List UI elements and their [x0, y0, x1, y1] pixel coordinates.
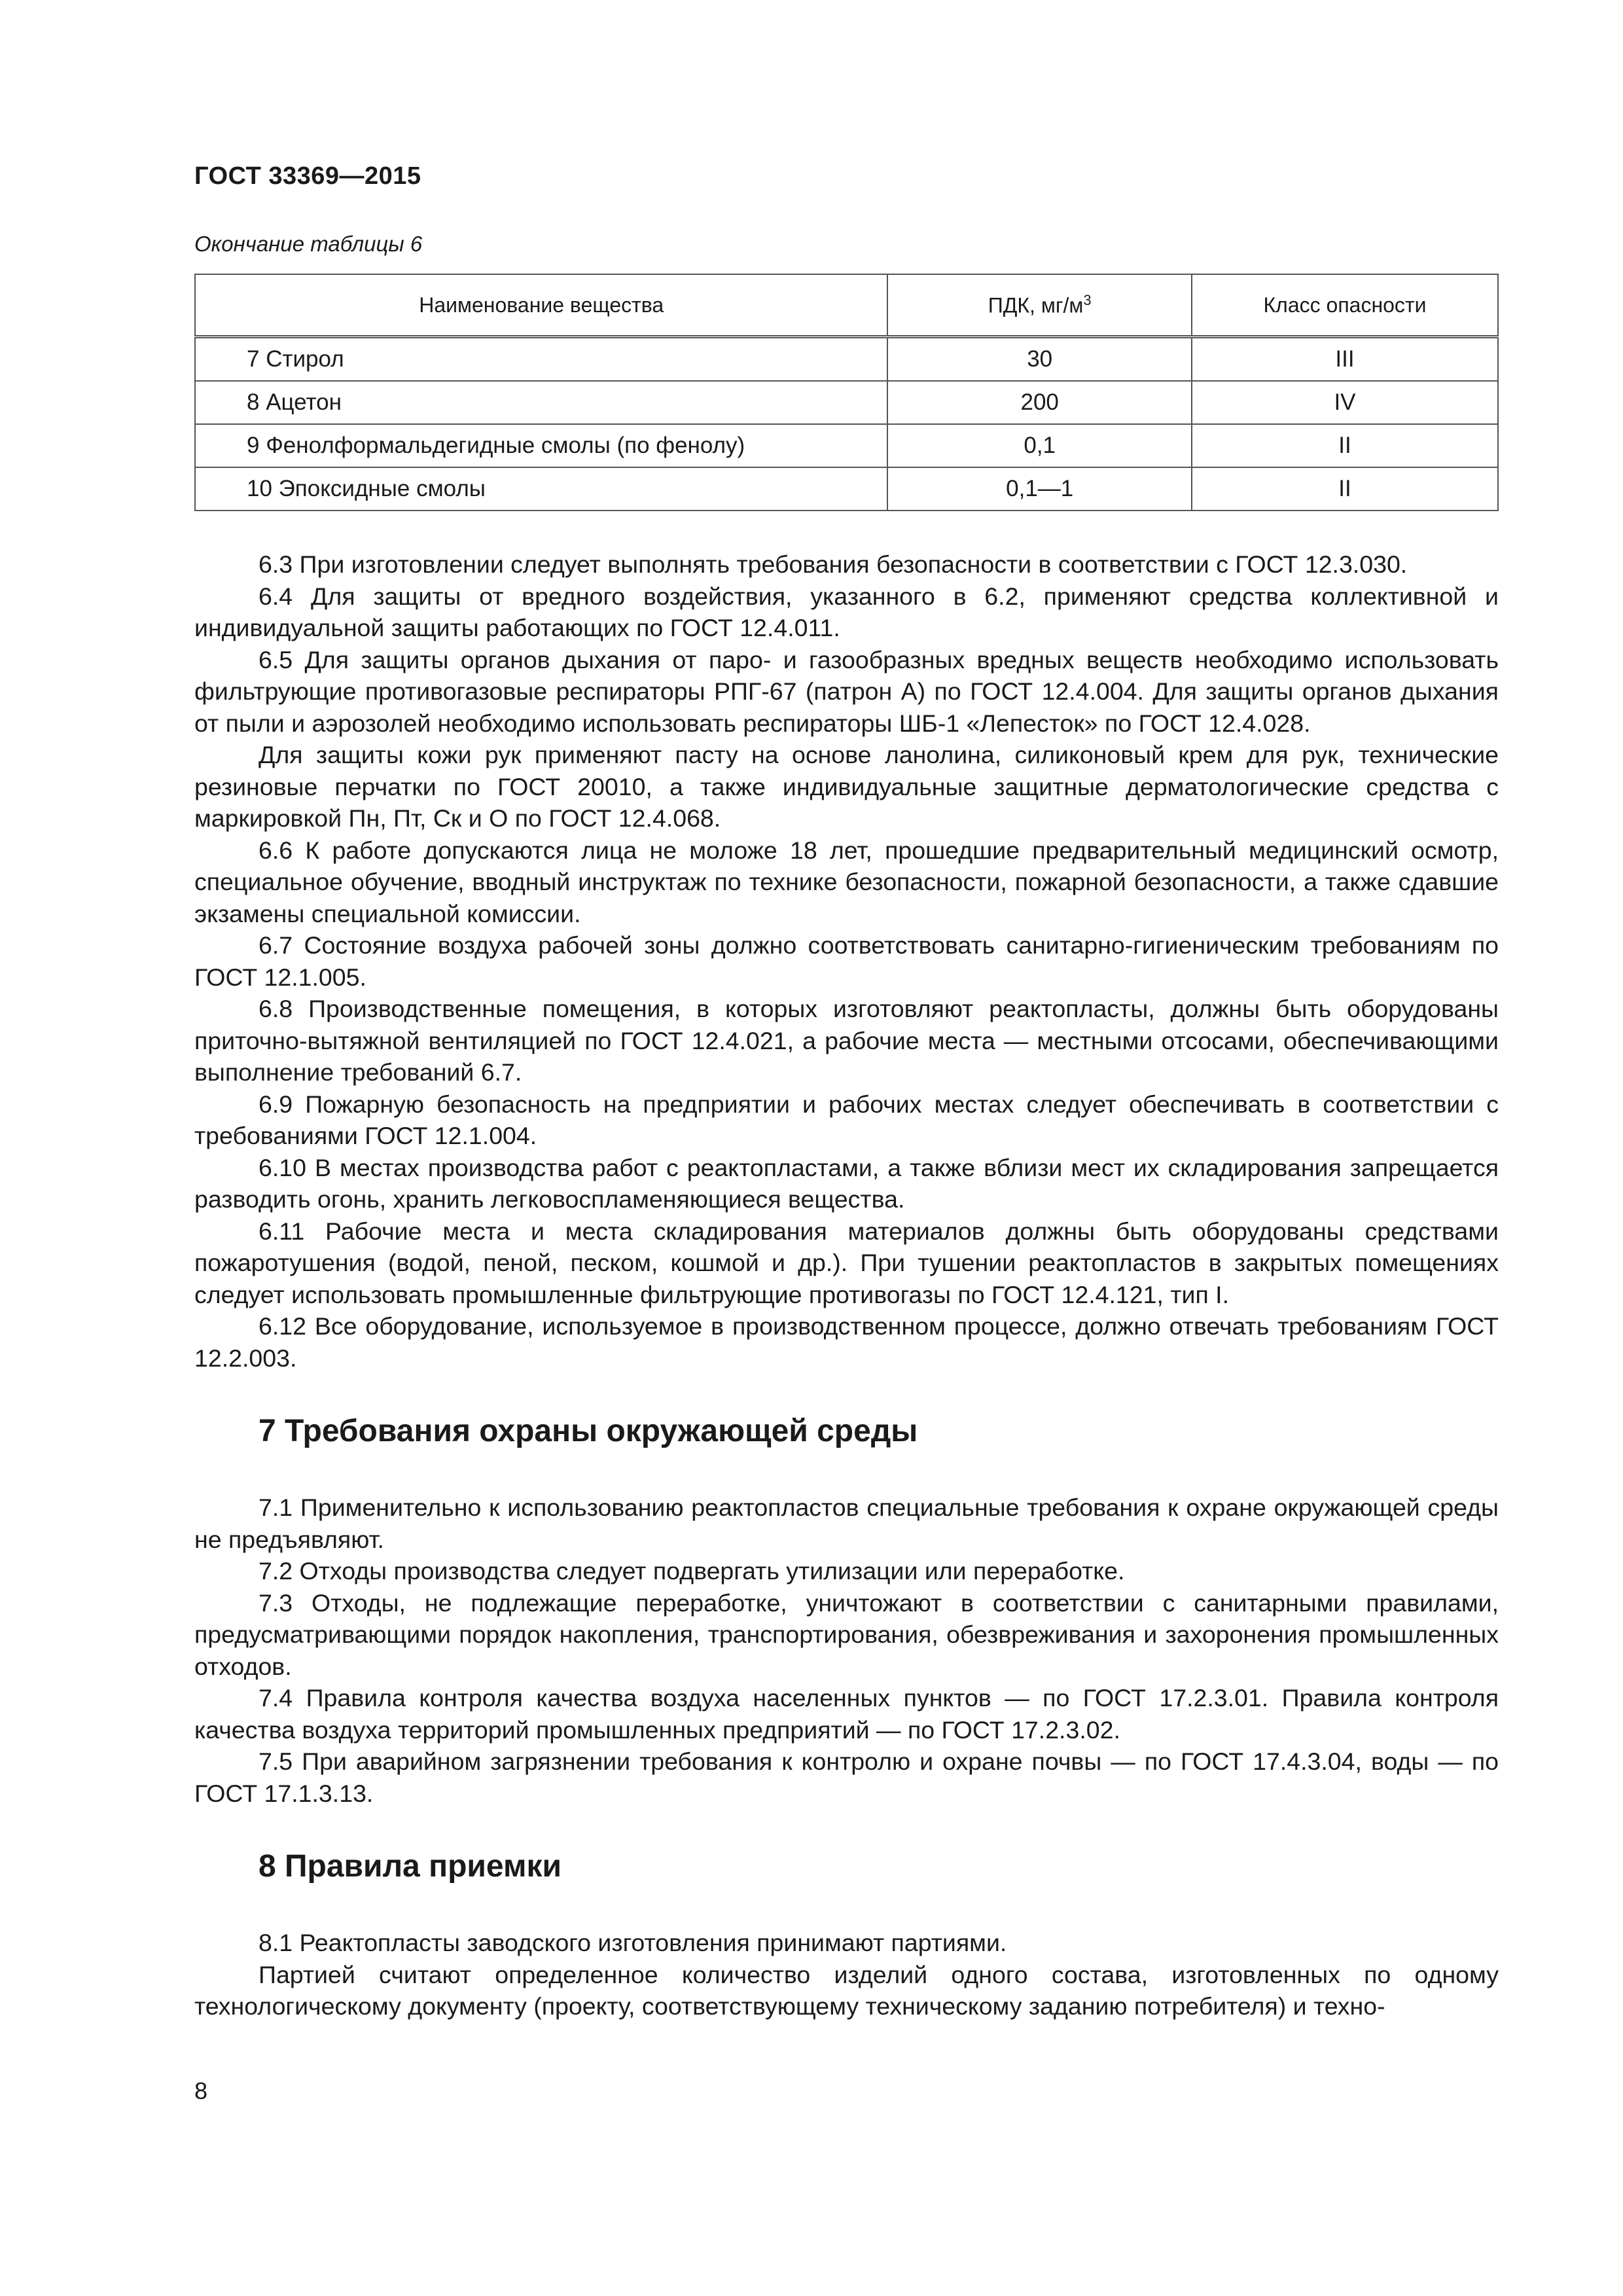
paragraph-6-5: 6.5 Для защиты органов дыхания от паро- и газообразных вредных веществ необходимо использовать фильтрующие противогазовые респираторы РПГ-67 (патрон А) по ГОСТ 12.4.004. Для защиты органов дыхания от пыли и аэрозолей необходимо использовать респираторы ШБ-1 «Лепесток» по ГОСТ 12.4.028. [194, 645, 1499, 737]
column-header-pdk [887, 274, 1192, 337]
cell-pdk: 0,1 [887, 424, 1192, 467]
paragraph-8-1: 8.1 Реактопласты заводского изготовления принимают партиями. [259, 1929, 1007, 1956]
paragraph-6-12: 6.12 Все оборудование, используемое в производственном процессе, должно отвечать требованиям ГОСТ 12.2.003. [194, 1312, 1499, 1372]
paragraph-6-4: 6.4 Для защиты от вредного воздействия, указанного в 6.2, применяют средства коллективной и индивидуальной защиты работающих по ГОСТ 12.4.011. [194, 582, 1499, 641]
substance-table [194, 274, 1499, 511]
paragraph-6-9: 6.9 Пожарную безопасность на предприятии и рабочих местах следует обеспечивать в соответствии с требованиями ГОСТ 12.1.004. [194, 1090, 1499, 1149]
paragraph-6-10: 6.10 В местах производства работ с реактопластами, а также вблизи мест их складирования запрещается разводить огонь, хранить легковоспламеняющиеся вещества. [194, 1153, 1499, 1213]
document-page [194, 0, 1499, 2296]
cell-hazard-class: III [1192, 337, 1498, 382]
paragraph-6-7: 6.7 Состояние воздуха рабочей зоны должно соответствовать санитарно-гигиеническим требованиям по ГОСТ 12.1.005. [194, 931, 1499, 991]
cell-substance-name: 10 Эпоксидные смолы [195, 467, 887, 511]
section-8-heading: 8 Правила приемки [259, 1849, 562, 1884]
paragraph-7-5: 7.5 При аварийном загрязнении требования к контролю и охране почвы — по ГОСТ 17.4.3.04, воды — по ГОСТ 17.1.3.13. [194, 1748, 1499, 1807]
table-row [195, 381, 1498, 424]
paragraph-7-3: 7.3 Отходы, не подлежащие переработке, уничтожают в соответствии с санитарными правилами, предусматривающими порядок накопления, транспортирования, обезвреживания и захоронения промышленных отходов. [194, 1588, 1499, 1680]
cell-substance-name: 7 Стирол [195, 337, 887, 382]
column-header-pdk-label: ПДК, мг/м [988, 293, 1084, 317]
cell-pdk: 200 [887, 381, 1192, 424]
page-number: 8 [194, 2077, 208, 2104]
cell-hazard-class: II [1192, 424, 1498, 467]
body-text [194, 548, 1499, 2022]
paragraph-6-8: 6.8 Производственные помещения, в которых изготовляют реактопласты, должны быть оборудованы приточно-вытяжной вентиляцией по ГОСТ 12.4.021, а рабочие места — местными отсосами, обеспечивающими выполнение требований 6.7. [194, 995, 1499, 1086]
table-row [195, 467, 1498, 511]
cell-substance-name: 9 Фенолформальдегидные смолы (по фенолу) [195, 424, 887, 467]
paragraph-6-3: 6.3 При изготовлении следует выполнять требования безопасности в соответствии с ГОСТ 12.3.030. [259, 550, 1408, 578]
column-header-pdk-superscript: 3 [1083, 292, 1092, 309]
table-row [195, 337, 1498, 382]
paragraph-7-4: 7.4 Правила контроля качества воздуха населенных пунктов — по ГОСТ 17.2.3.01. Правила контроля качества воздуха территорий промышленных предприятий — по ГОСТ 17.2.3.02. [194, 1684, 1499, 1744]
column-header-hazard-class: Класс опасности [1192, 274, 1498, 337]
paragraph-6-11: 6.11 Рабочие места и места складирования материалов должны быть оборудованы средствами пожаротушения (водой, пеной, песком, кошмой и др.). При тушении реактопластов в закрытых помещениях следует использовать промышленные фильтрующие противогазы по ГОСТ 12.4.121, тип I. [194, 1217, 1499, 1308]
cell-substance-name: 8 Ацетон [195, 381, 887, 424]
paragraph-6-6: 6.6 К работе допускаются лица не моложе 18 лет, прошедшие предварительный медицинский осмотр, специальное обучение, вводный инструктаж по технике безопасности, пожарной безопасности, а также сдавшие экзамены специальной комиссии. [194, 836, 1499, 927]
cell-pdk: 30 [887, 337, 1192, 382]
cell-hazard-class: IV [1192, 381, 1498, 424]
table-row [195, 424, 1498, 467]
section-7-heading: 7 Требования охраны окружающей среды [259, 1414, 918, 1448]
paragraph-6-5-skin: Для защиты кожи рук применяют пасту на основе ланолина, силиконовый крем для рук, технические резиновые перчатки по ГОСТ 20010, а также индивидуальные защитные дерматологические средства с маркировкой Пн, Пт, Ск и О по ГОСТ 12.4.068. [194, 741, 1499, 832]
paragraph-7-1: 7.1 Применительно к использованию реактопластов специальные требования к охране окружающей среды не предъявляют. [194, 1494, 1499, 1553]
table-header-row [195, 274, 1498, 337]
table-caption: Окончание таблицы 6 [194, 232, 423, 256]
document-header: ГОСТ 33369—2015 [194, 162, 421, 190]
column-header-name: Наименование вещества [195, 274, 887, 337]
cell-pdk: 0,1—1 [887, 467, 1192, 511]
cell-hazard-class: II [1192, 467, 1498, 511]
paragraph-7-2: 7.2 Отходы производства следует подвергать утилизации или переработке. [259, 1557, 1125, 1585]
paragraph-8-1-batch: Партией считают определенное количество изделий одного состава, изготовленных по одному технологическому документу (проекту, соответствующему техническому заданию потребителя) и техно- [194, 1960, 1499, 2020]
